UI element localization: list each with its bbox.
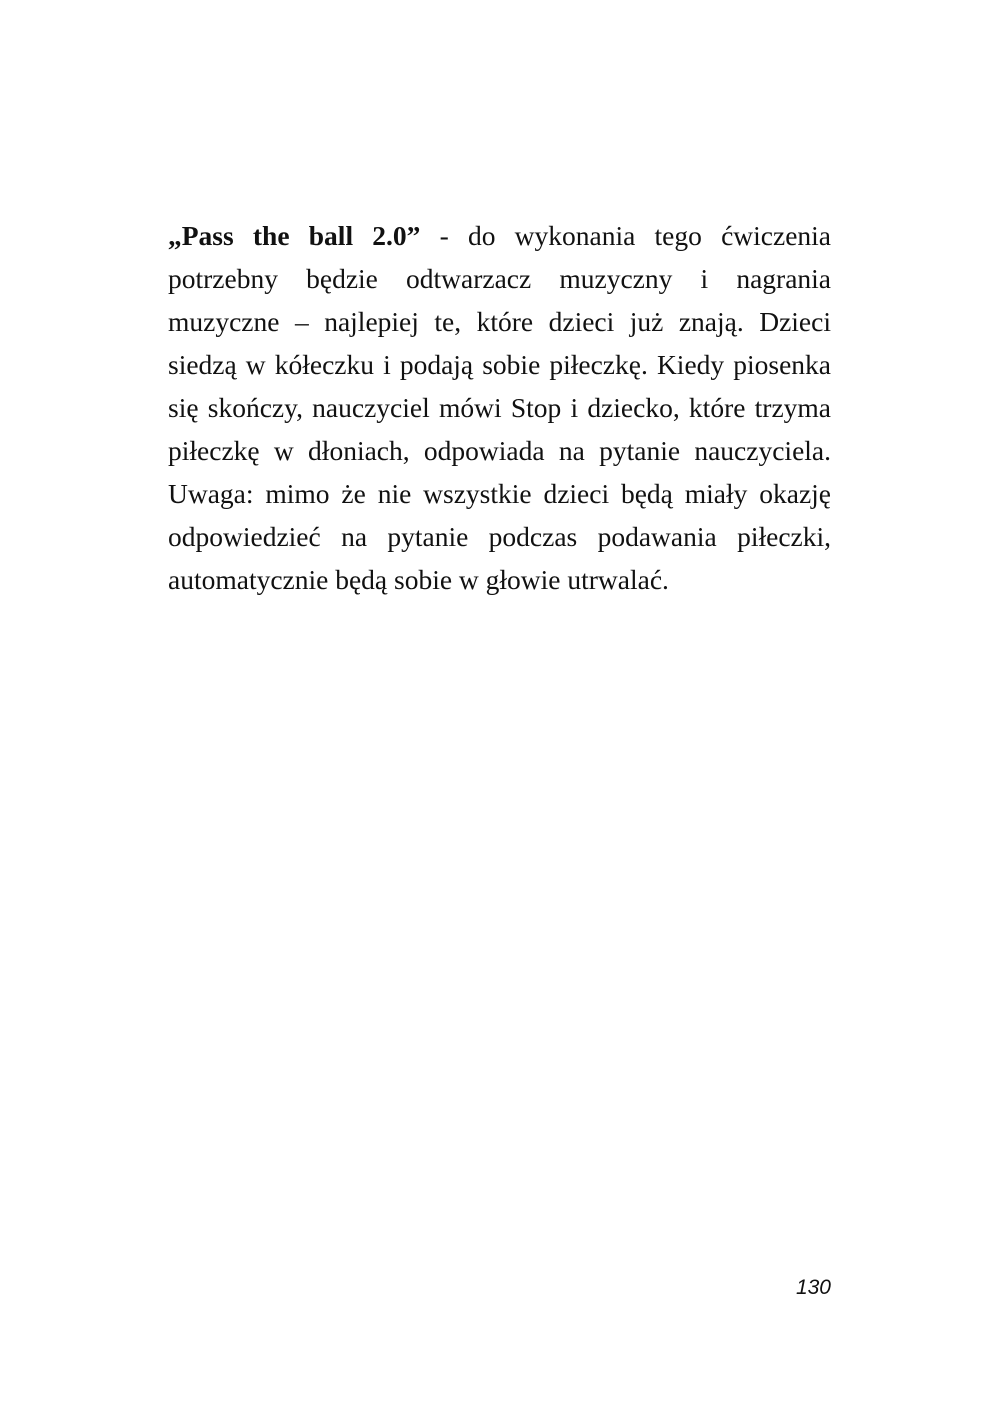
page-number: 130 (795, 1276, 831, 1299)
exercise-title: „Pass the ball 2.0” (168, 220, 421, 251)
exercise-description: - do wykonania tego ćwiczenia potrzebny będzie odtwarzacz muzyczny i nagrania muzyczne – najlepiej te, które dzieci już znają. Dzieci siedzą w kółeczku i podają sobie piłeczkę. Kiedy piosenka się skończy, nauczyciel mówi Stop i dziecko, które trzyma piłeczkę w dłoniach, odpowiada na pytanie nauczyciela. Uwaga: mimo że nie wszystkie dzieci będą miały okazję odpowiedzieć na pytanie podczas podawania piłeczki, automatycznie będą sobie w głowie utrwalać. (168, 220, 832, 595)
exercise-paragraph (168, 214, 831, 601)
